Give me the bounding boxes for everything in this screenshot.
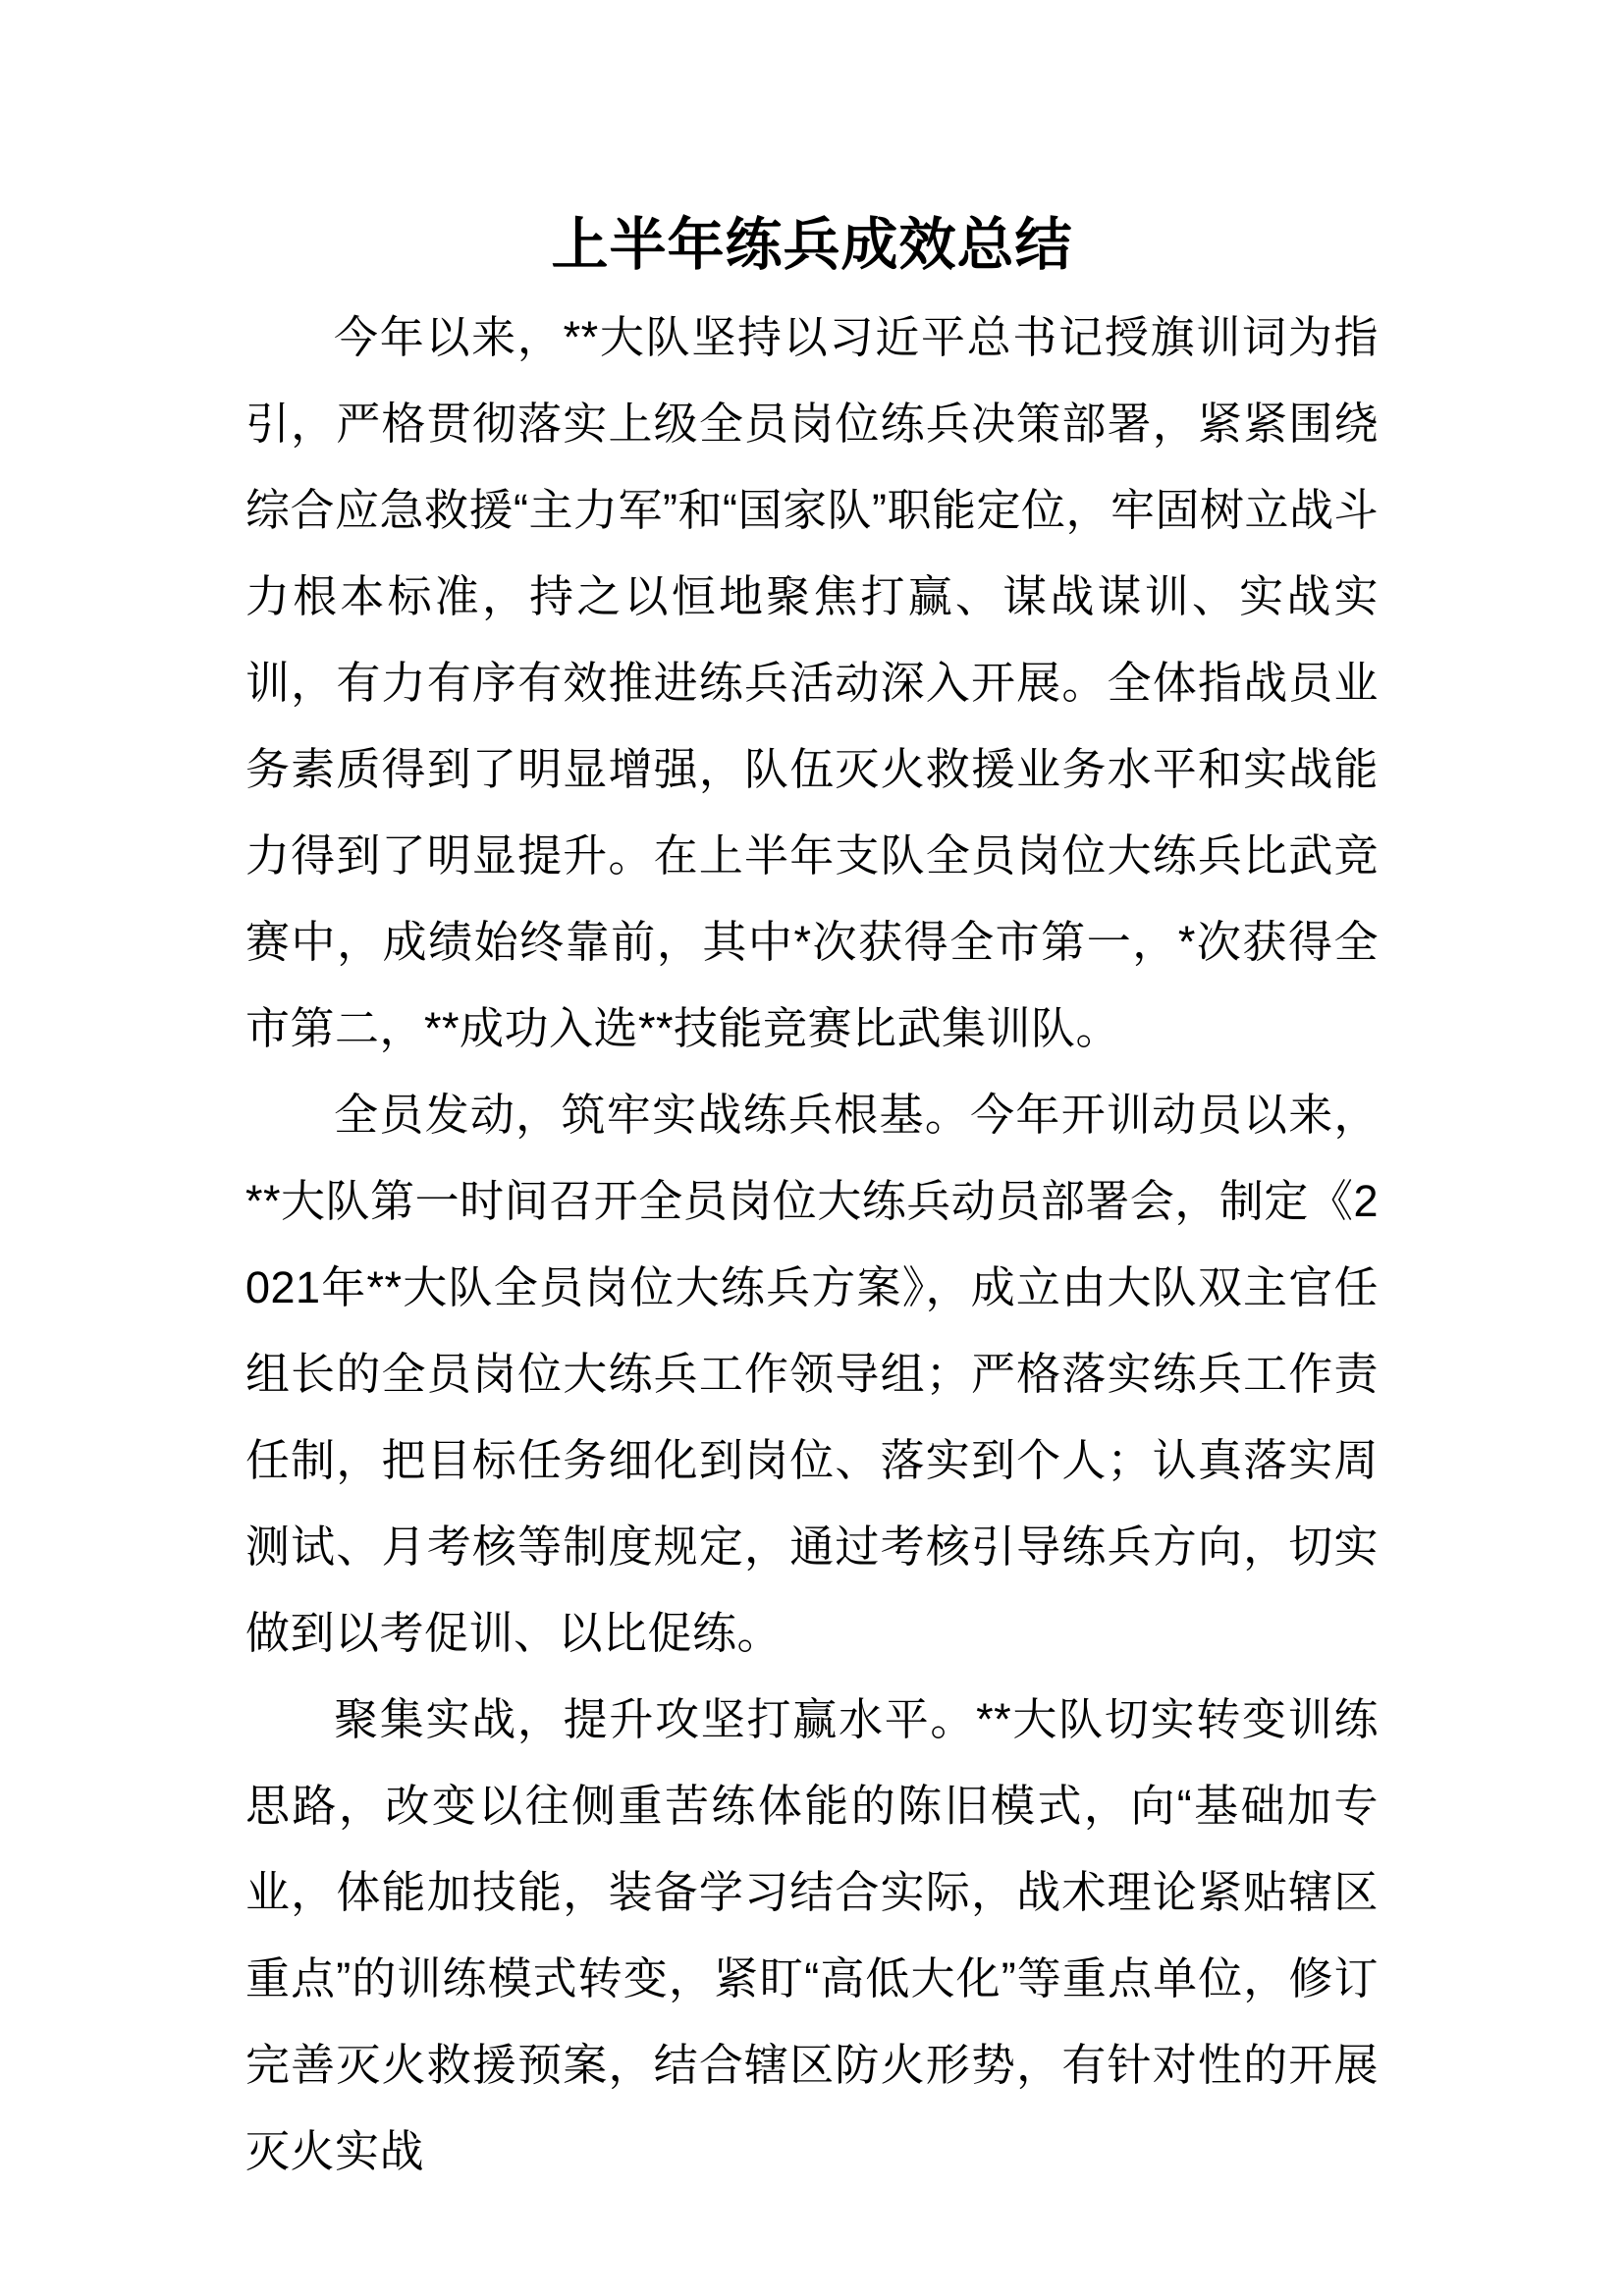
- paragraph-combat-training: 聚集实战，提升攻坚打赢水平。**大队切实转变训练思路，改变以往侧重苦练体能的陈旧模式，向“基础加专业，体能加技能，装备学习结合实际，战术理论紧贴辖区重点”的训练模式转变，紧盯“高低大化”等重点单位，修订完善灭火救援预案，结合辖区防火形势，有针对性的开展灭火实战: [245, 1694, 1379, 2176]
- paragraph-mobilization: 全员发动，筑牢实战练兵根基。今年开训动员以来，**大队第一时间召开全员岗位大练兵动员部署会，制定《2021年**大队全员岗位大练兵方案》，成立由大队双主官任组长的全员岗位大练兵工作领导组；严格落实练兵工作责任制，把目标任务细化到岗位、落实到个人；认真落实周测试、月考核等制度规定，通过考核引导练兵方向，切实做到以考促训、以比促练。: [245, 1090, 1379, 1658]
- paragraph-intro: 今年以来，**大队坚持以习近平总书记授旗训词为指引，严格贯彻落实上级全员岗位练兵决策部署，紧紧围绕综合应急救援“主力军”和“国家队”职能定位，牢固树立战斗力根本标准，持之以恒地聚焦打赢、谋战谋训、实战实训，有力有序有效推进练兵活动深入开展。全体指战员业务素质得到了明显增强，队伍灭火救援业务水平和实战能力得到了明显提升。在上半年支队全员岗位大练兵比武竞赛中，成绩始终靠前，其中*次获得全市第一，*次获得全市第二，**成功入选**技能竞赛比武集训队。: [245, 312, 1379, 1053]
- document-title: 上半年练兵成效总结: [551, 213, 1073, 277]
